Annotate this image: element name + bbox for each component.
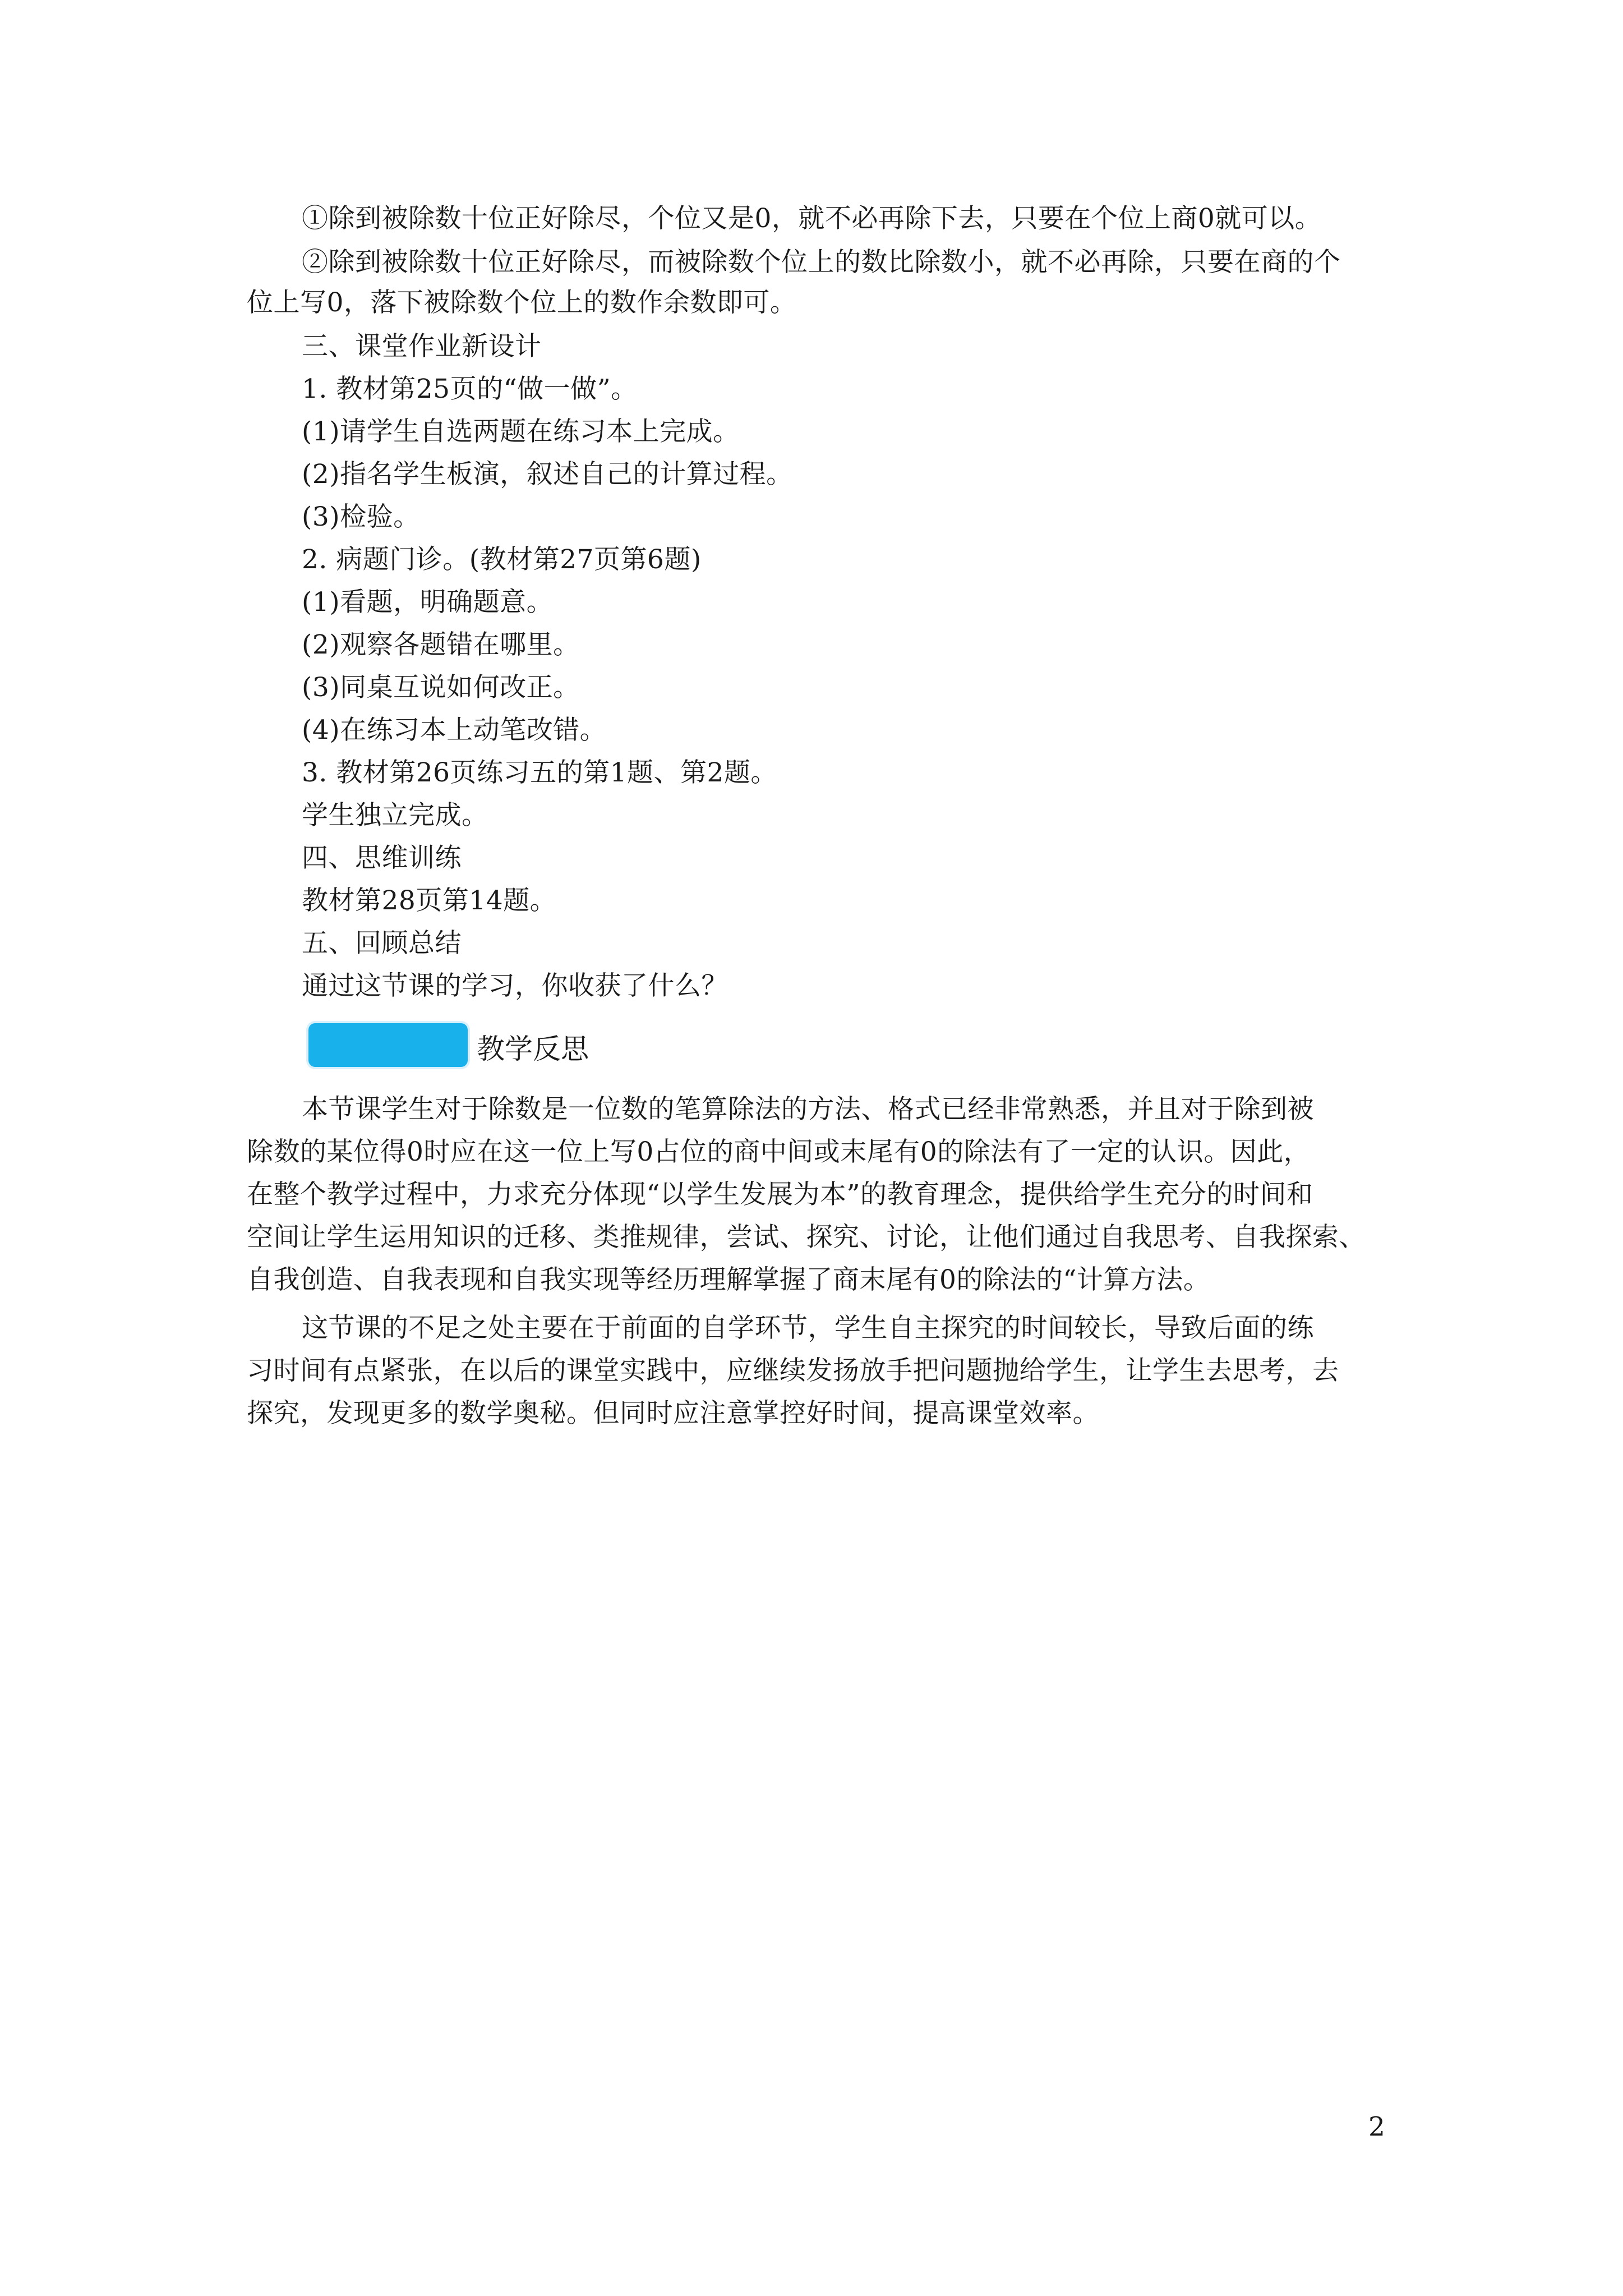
text-line: (4)在练习本上动笔改错。: [302, 715, 607, 746]
reflection-line: 习时间有点紧张，在以后的课堂实践中，应继续发扬放手把问题抛给学生，让学生去思考，去: [247, 1355, 1339, 1386]
text-line: 教材第28页第14题。: [302, 885, 557, 916]
text-line: (2)指名学生板演，叙述自己的计算过程。: [302, 459, 793, 490]
text-line: ②除到被除数十位正好除尽，而被除数个位上的数比除数小，就不必再除，只要在商的个: [302, 247, 1341, 278]
page-number: 2: [1368, 2111, 1385, 2142]
reflection-line: 除数的某位得0时应在这一位上写0占位的商中间或末尾有0的除法有了一定的认识。因此，: [247, 1137, 1311, 1167]
text-line: (3)检验。: [302, 501, 420, 532]
text-line: (2)观察各题错在哪里。: [302, 629, 580, 660]
section-badge: [305, 1020, 473, 1070]
section-heading: 三、课堂作业新设计: [302, 331, 542, 362]
text-line: 1. 教材第25页的“做一做”。: [302, 374, 638, 404]
text-line: (1)看题，明确题意。: [302, 587, 554, 618]
reflection-line: 探究，发现更多的数学奥秘。但同时应注意掌控好时间，提高课堂效率。: [247, 1398, 1099, 1429]
text-line: 位上写0，落下被除数个位上的数作余数即可。: [247, 287, 797, 318]
text-line: 通过这节课的学习，你收获了什么？: [302, 970, 728, 1001]
text-line: ①除到被除数十位正好除尽，个位又是0，就不必再除下去，只要在个位上商0就可以。: [302, 203, 1322, 234]
reflection-line: 这节课的不足之处主要在于前面的自学环节，学生自主探究的时间较长，导致后面的练: [302, 1313, 1314, 1343]
text-line: (3)同桌互说如何改正。: [302, 672, 580, 703]
section-heading: 四、思维训练: [302, 843, 462, 873]
text-line: 3. 教材第26页练习五的第1题、第2题。: [302, 757, 777, 788]
reflection-line: 在整个教学过程中，力求充分体现“以学生发展为本”的教育理念，提供给学生充分的时间和: [247, 1179, 1313, 1210]
reflection-title: 教学反思: [477, 1033, 589, 1065]
text-line: 2. 病题门诊。(教材第27页第6题): [302, 544, 702, 575]
section-heading: 五、回顾总结: [302, 928, 462, 959]
badge-shape: [308, 1023, 468, 1067]
reflection-line: 空间让学生运用知识的迁移、类推规律，尝试、探究、讨论，让他们通过自我思考、自我探索、: [247, 1222, 1366, 1253]
reflection-line: 自我创造、自我表现和自我实现等经历理解掌握了商末尾有0的除法的“计算方法。: [247, 1264, 1210, 1295]
reflection-line: 本节课学生对于除数是一位数的笔算除法的方法、格式已经非常熟悉，并且对于除到被: [302, 1094, 1314, 1125]
text-line: (1)请学生自选两题在练习本上完成。: [302, 416, 740, 447]
text-line: 学生独立完成。: [302, 800, 488, 831]
